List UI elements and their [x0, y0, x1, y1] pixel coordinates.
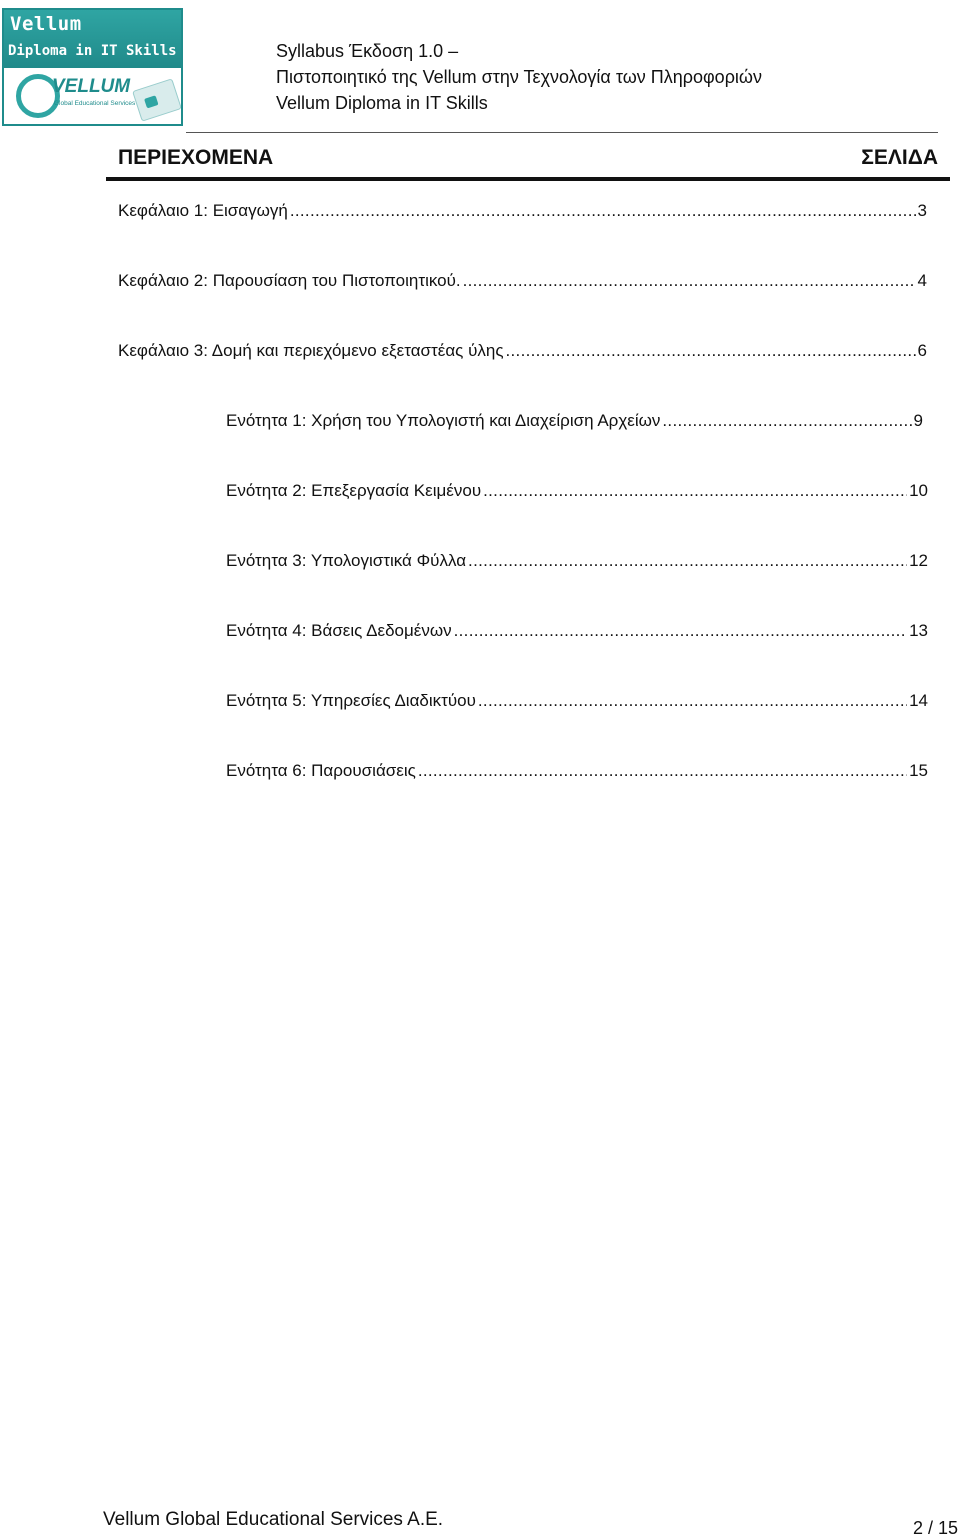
toc-entry-page: 3: [917, 201, 927, 220]
toc-leader-dots: [454, 620, 907, 642]
toc-entry-page: 13: [909, 621, 928, 640]
toc-entry-label: Ενότητα 3: Υπολογιστικά Φύλλα: [226, 551, 467, 570]
logo-brand-name: VELLUM: [52, 76, 131, 97]
toc-entry-label: Κεφάλαιο 3: Δομή και περιεχόμενο εξεταστέας ύλης: [118, 341, 504, 360]
header-diploma-name: Vellum Diploma in IT Skills: [276, 93, 488, 113]
toc-heading-row: [118, 146, 938, 176]
header-certificate-title: Πιστοποιητικό της Vellum στην Τεχνολογία των Πληροφοριών: [276, 67, 762, 87]
toc-entry-label: Κεφάλαιο 1: Εισαγωγή: [118, 201, 288, 220]
toc-entry-page: 4: [917, 271, 927, 290]
document-header: [276, 38, 762, 116]
card-chip-icon: [144, 95, 159, 108]
toc-entry-chapter-1[interactable]: [118, 200, 927, 222]
toc-entry-unit-6[interactable]: [226, 760, 928, 782]
toc-entry-page: 15: [909, 761, 928, 780]
toc-leader-dots: [418, 760, 907, 782]
toc-heading-divider: [106, 177, 950, 181]
vellum-diploma-logo: [2, 8, 183, 126]
toc-entry-label: Ενότητα 4: Βάσεις Δεδομένων: [226, 621, 452, 640]
toc-entry-chapter-3[interactable]: [118, 340, 927, 362]
toc-entry-page: 6: [917, 341, 927, 360]
toc-leader-dots: [483, 480, 907, 502]
toc-entry-label: Ενότητα 1: Χρήση του Υπολογιστή και Διαχείριση Αρχείων: [226, 411, 661, 430]
toc-entry-page: 10: [909, 481, 928, 500]
toc-leader-dots: [468, 550, 907, 572]
toc-entry-unit-1[interactable]: [226, 410, 923, 432]
toc-entry-label: Ενότητα 5: Υπηρεσίες Διαδικτύου: [226, 691, 476, 710]
toc-entry-page: 9: [913, 411, 923, 430]
logo-title: Vellum: [10, 13, 82, 35]
toc-entry-chapter-2[interactable]: [118, 270, 927, 292]
toc-leader-dots: [478, 690, 907, 712]
header-syllabus-version: Syllabus Έκδοση 1.0 –: [276, 41, 459, 61]
certificate-card-icon: [132, 78, 182, 121]
toc-entry-label: Ενότητα 2: Επεξεργασία Κειμένου: [226, 481, 482, 500]
toc-entry-unit-5[interactable]: [226, 690, 928, 712]
toc-leader-dots: [290, 200, 916, 222]
footer-company-name: Vellum Global Educational Services A.E.: [103, 1509, 444, 1530]
header-divider: [186, 132, 938, 133]
toc-entry-label: Ενότητα 6: Παρουσιάσεις: [226, 761, 416, 780]
logo-subtitle: Diploma in IT Skills: [8, 43, 177, 59]
toc-page-column-label: ΣΕΛΙΔΑ: [861, 146, 938, 169]
toc-entry-unit-4[interactable]: [226, 620, 928, 642]
toc-leader-dots: [463, 270, 916, 292]
toc-entry-label: Κεφάλαιο 2: Παρουσίαση του Πιστοποιητικού.: [118, 271, 461, 290]
logo-brand-subtitle: Global Educational Services: [54, 100, 136, 107]
logo-banner: [4, 10, 181, 68]
toc-title: ΠΕΡΙΕΧΟΜΕΝΑ: [118, 146, 274, 169]
toc-entry-page: 14: [909, 691, 928, 710]
toc-entry-unit-2[interactable]: [226, 480, 928, 502]
toc-entry-page: 12: [909, 551, 928, 570]
toc-leader-dots: [662, 410, 911, 432]
toc-leader-dots: [506, 340, 916, 362]
footer-page-indicator: 2 / 15: [912, 1518, 958, 1538]
toc-entry-unit-3[interactable]: [226, 550, 928, 572]
